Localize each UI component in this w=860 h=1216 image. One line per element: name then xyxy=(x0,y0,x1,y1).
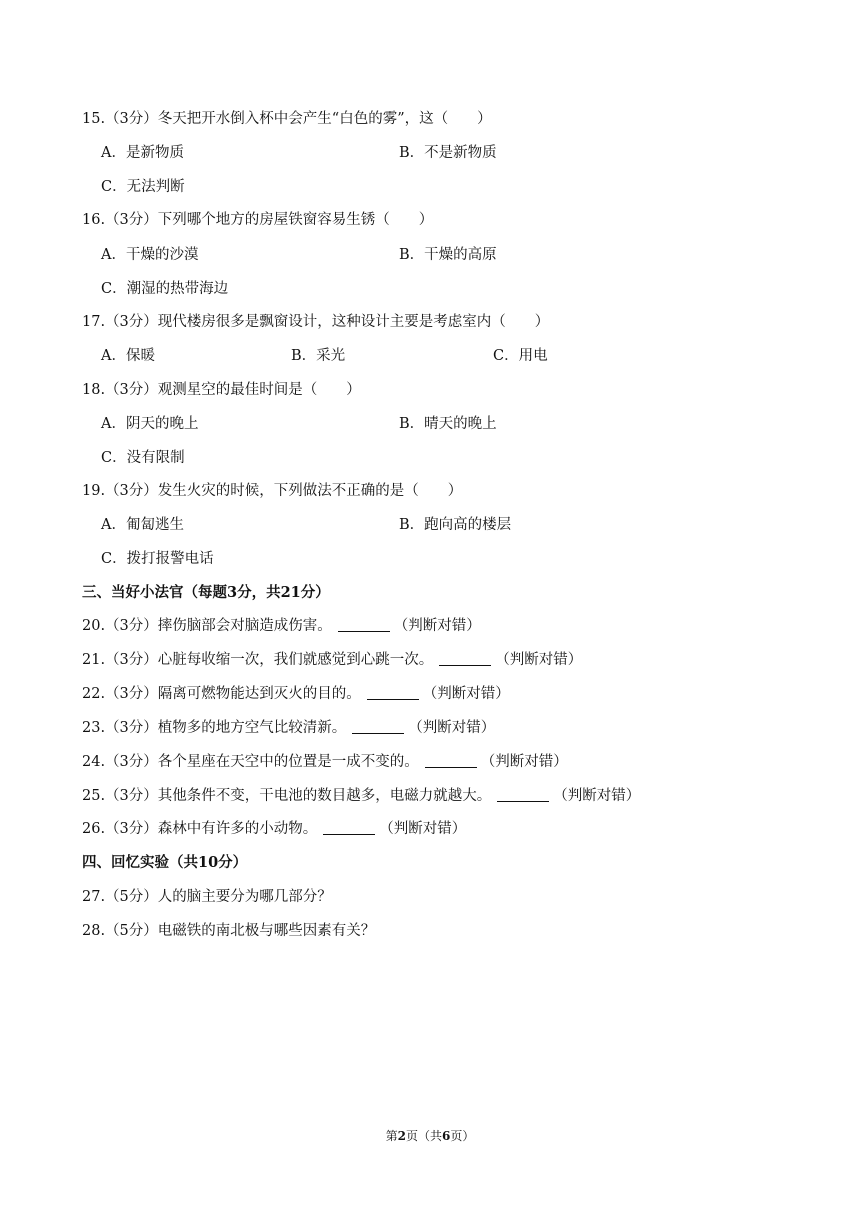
judge-question-20-suffix: （判断对错） xyxy=(393,618,481,634)
footer-prefix: 第 xyxy=(385,1129,398,1143)
answer-blank[interactable] xyxy=(323,820,375,835)
judge-question-20 xyxy=(82,616,481,636)
judge-question-22 xyxy=(82,684,510,704)
judge-question-25 xyxy=(82,786,640,806)
open-question-27: 27.（5分）人的脑主要分为哪几部分？ xyxy=(82,889,332,905)
page-footer xyxy=(0,1127,860,1144)
question-15-option-b: B．不是新物质 xyxy=(399,145,497,161)
judge-question-26 xyxy=(82,819,466,839)
question-18-option-a: A．阴天的晚上 xyxy=(101,416,199,432)
answer-blank[interactable] xyxy=(367,685,419,700)
question-17-option-a: A．保暖 xyxy=(101,348,155,364)
question-15: 15.（3分）冬天把开水倒入杯中会产生“白色的雾”，这（ ） xyxy=(82,111,492,127)
footer-total-pages: 6 xyxy=(442,1129,451,1143)
judge-question-26-suffix: （判断对错） xyxy=(379,821,467,837)
question-15-option-c: C．无法判断 xyxy=(101,179,185,195)
judge-question-24-text: 24.（3分）各个星座在天空中的位置是一成不变的。 xyxy=(82,754,419,770)
footer-suffix: 页） xyxy=(450,1129,475,1143)
answer-blank[interactable] xyxy=(497,787,549,802)
judge-question-21-suffix: （判断对错） xyxy=(495,652,583,668)
judge-question-21-text: 21.（3分）心脏每收缩一次，我们就感觉到心跳一次。 xyxy=(82,652,434,668)
question-19-option-c: C．拨打报警电话 xyxy=(101,551,214,567)
judge-question-21 xyxy=(82,650,582,670)
judge-question-20-text: 20.（3分）摔伤脑部会对脑造成伤害。 xyxy=(82,618,332,634)
section-4-title: 四、回忆实验（共10分） xyxy=(82,854,248,871)
judge-question-24 xyxy=(82,752,568,772)
question-16: 16.（3分）下列哪个地方的房屋铁窗容易生锈（ ） xyxy=(82,212,434,228)
judge-question-23 xyxy=(82,718,495,738)
judge-question-25-suffix: （判断对错） xyxy=(553,788,641,804)
question-18: 18.（3分）观测星空的最佳时间是（ ） xyxy=(82,382,361,398)
section-3-title: 三、当好小法官（每题3分，共21分） xyxy=(82,584,330,601)
judge-question-22-suffix: （判断对错） xyxy=(422,686,510,702)
open-question-28: 28.（5分）电磁铁的南北极与哪些因素有关？ xyxy=(82,923,376,939)
question-17-option-b: B．采光 xyxy=(291,348,346,364)
footer-mid: 页（共 xyxy=(405,1129,442,1143)
judge-question-22-text: 22.（3分）隔离可燃物能达到灭火的目的。 xyxy=(82,686,361,702)
footer-page-number: 2 xyxy=(397,1129,406,1143)
question-16-option-a: A．干燥的沙漠 xyxy=(101,247,199,263)
judge-question-26-text: 26.（3分）森林中有许多的小动物。 xyxy=(82,821,318,837)
judge-question-23-text: 23.（3分）植物多的地方空气比较清新。 xyxy=(82,720,347,736)
question-16-option-b: B．干燥的高原 xyxy=(399,247,497,263)
answer-blank[interactable] xyxy=(352,719,404,734)
question-16-option-c: C．潮湿的热带海边 xyxy=(101,281,229,297)
question-19: 19.（3分）发生火灾的时候，下列做法不正确的是（ ） xyxy=(82,483,463,499)
question-19-option-a: A．匍匐逃生 xyxy=(101,517,184,533)
answer-blank[interactable] xyxy=(425,753,477,768)
answer-blank[interactable] xyxy=(439,651,491,666)
question-17: 17.（3分）现代楼房很多是飘窗设计，这种设计主要是考虑室内（ ） xyxy=(82,314,550,330)
judge-question-23-suffix: （判断对错） xyxy=(408,720,496,736)
answer-blank[interactable] xyxy=(338,617,390,632)
judge-question-25-text: 25.（3分）其他条件不变，干电池的数目越多，电磁力就越大。 xyxy=(82,788,492,804)
judge-question-24-suffix: （判断对错） xyxy=(480,754,568,770)
question-18-option-c: C．没有限制 xyxy=(101,450,185,466)
question-17-option-c: C．用电 xyxy=(493,348,548,364)
question-19-option-b: B．跑向高的楼层 xyxy=(399,517,512,533)
question-15-option-a: A．是新物质 xyxy=(101,145,184,161)
question-18-option-b: B．晴天的晚上 xyxy=(399,416,497,432)
